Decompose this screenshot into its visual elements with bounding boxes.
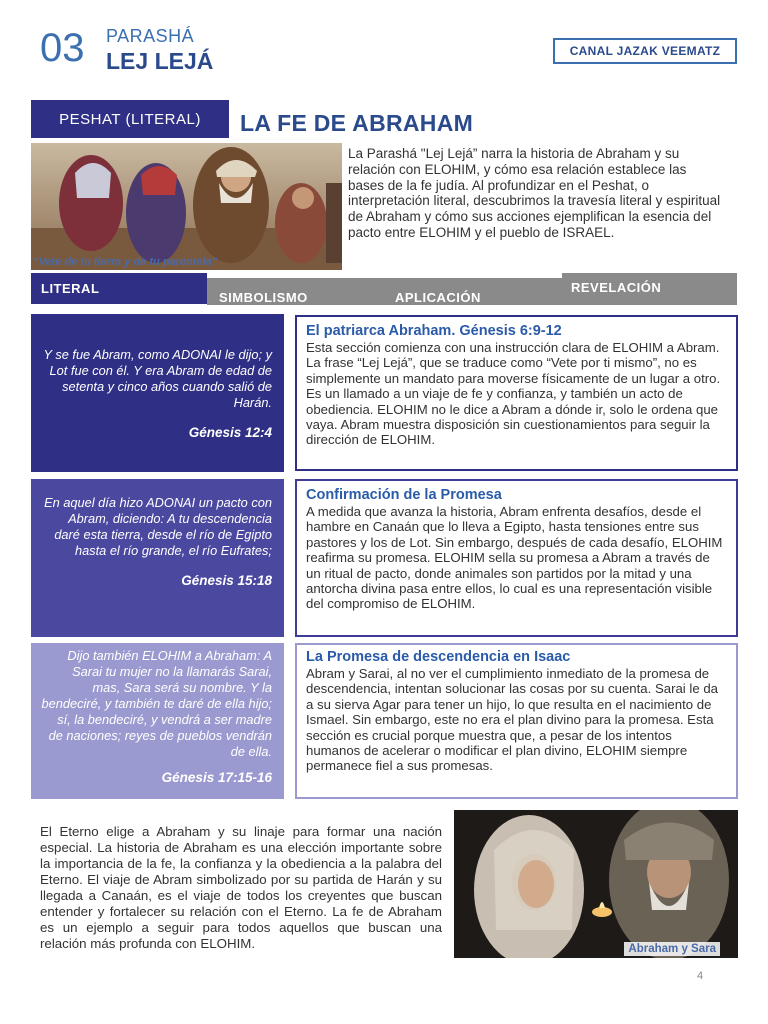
interpretation-tabs — [31, 274, 737, 305]
quote-text: Dijo también ELOHIM a Abraham: A Sarai tu mujer no la llamarás Sarai, mas, Sara será su nombre. Y la bendeciré, y también te daré de ella hijo; sí, la bendeciré, y vendrá a ser madre de naciones; reyes de pueblos vendrán de ella. — [41, 648, 272, 759]
closing-paragraph: El Eterno elige a Abraham y su linaje para formar una nación especial. La historia de Abraham es una elección importante sobre la importancia de la fe, la confianza y la obediencia a la palabra del Eterno. El viaje de Abram simbolizado por su partida de Harán y su llegada a Canaán, es el viaje de todos los creyentes que buscan entender y fortalecer su relación con el Eterno. La fe de Abraham es un ejemplo a seguir para todos aquellos que buscan una relación más profunda con ELOHIM. — [40, 824, 442, 951]
content-card — [295, 479, 738, 637]
quote-box — [31, 643, 284, 799]
card-title: La Promesa de descendencia en Isaac — [306, 649, 571, 665]
quote-text: Y se fue Abram, como ADONAI le dijo; y Lot fue con él. Y era Abram de edad de setenta y cinco años cuando salió de Harán. — [43, 347, 272, 410]
intro-paragraph: La Parashá "Lej Lejá” narra la historia de Abraham y su relación con ELOHIM, y cómo esa relación establece las bases de la fe judía. Al profundizar en el Peshat, o interpretación literal, descubrimos la travesía literal y espiritual de Abraham y cómo sus acciones ejemplifican la esencia del pacto entre ELOHIM y el pueblo de ISRAEL. — [348, 146, 721, 240]
page-number: 4 — [697, 970, 704, 982]
parasha-kicker: PARASHÁ — [106, 26, 195, 46]
parasha-title: LEJ LEJÁ — [106, 48, 214, 74]
hero-image — [31, 143, 342, 270]
photo-caption: Abraham y Sara — [624, 942, 720, 956]
card-body: Esta sección comienza con una instrucción clara de ELOHIM a Abram. La frase “Lej Lejá”, que se traduce como “Vete por ti mismo”, no es simplemente un mandato para moverse físicamente de un lugar a otro. Es un llamado a un viaje de fe y confianza, y también un acto de obediencia. ELOHIM no le dice a Abram a dónde ir, solo le ordena que vaya. Abram muestra disposición sin cuestionamientos para seguir la dirección de ELOHIM. — [306, 340, 721, 448]
abraham-sara-illustration — [454, 810, 738, 958]
card-body: A medida que avanza la historia, Abram enfrenta desafíos, desde el hambre en Canaán que lo lleva a Egipto, hasta tensiones entre sus pastores y los de Lot. Sin embargo, después de cada desafío, ELOHIM reafirma su promesa. ELOHIM sella su promesa a Abram a través de un ritual de pacto, donde animales son partidos por la mitad y una antorcha divina pasa entre ellos, lo cual es una representación visible del compromiso de ELOHIM. — [306, 504, 723, 612]
peshat-tab: PESHAT (LITERAL) — [31, 100, 229, 138]
tab-aplicacion[interactable]: APLICACIÓN — [395, 290, 481, 305]
quote-text: En aquel día hizo ADONAI un pacto con Abram, diciendo: A tu descendencia daré esta tierra, desde el río de Egipto hasta el río grande, el río Eufrates; — [44, 495, 272, 558]
quote-reference: Génesis 15:18 — [181, 573, 272, 588]
quote-box — [31, 314, 284, 472]
card-title: El patriarca Abraham. Génesis 6:9-12 — [306, 323, 562, 339]
content-card — [295, 643, 738, 799]
card-title: Confirmación de la Promesa — [306, 487, 502, 503]
parasha-number: 03 — [40, 26, 85, 70]
tab-literal[interactable]: LITERAL — [31, 273, 207, 304]
quote-reference: Génesis 17:15-16 — [161, 770, 272, 785]
tab-revelacion[interactable]: REVELACIÓN — [562, 273, 737, 304]
channel-badge[interactable]: CANAL JAZAK VEEMATZ — [553, 38, 737, 64]
quote-box — [31, 479, 284, 637]
quote-reference: Génesis 12:4 — [188, 425, 272, 440]
hero-illustration — [31, 143, 342, 270]
hero-caption: “Vete de tu tierra y de tu parentela” — [33, 256, 218, 268]
tab-simbolismo[interactable]: SIMBOLISMO — [219, 290, 308, 305]
abraham-sara-image — [454, 810, 738, 958]
card-body: Abram y Sarai, al no ver el cumplimiento inmediato de la promesa de descendencia, intentan solucionar las cosas por su cuenta. Sarai le da a su sierva Agar para tener un hijo, lo que resulta en el nacimiento de Ismael. Sin embargo, este no era el plan divino para la promesa. Esta sección es crucial porque muestra que, a pesar de los intentos humanos de acelerar o modificar el plan divino, ELOHIM siempre permanece fiel a sus promesas. — [306, 666, 718, 774]
section-title: LA FE DE ABRAHAM — [240, 110, 474, 136]
content-card — [295, 315, 738, 471]
